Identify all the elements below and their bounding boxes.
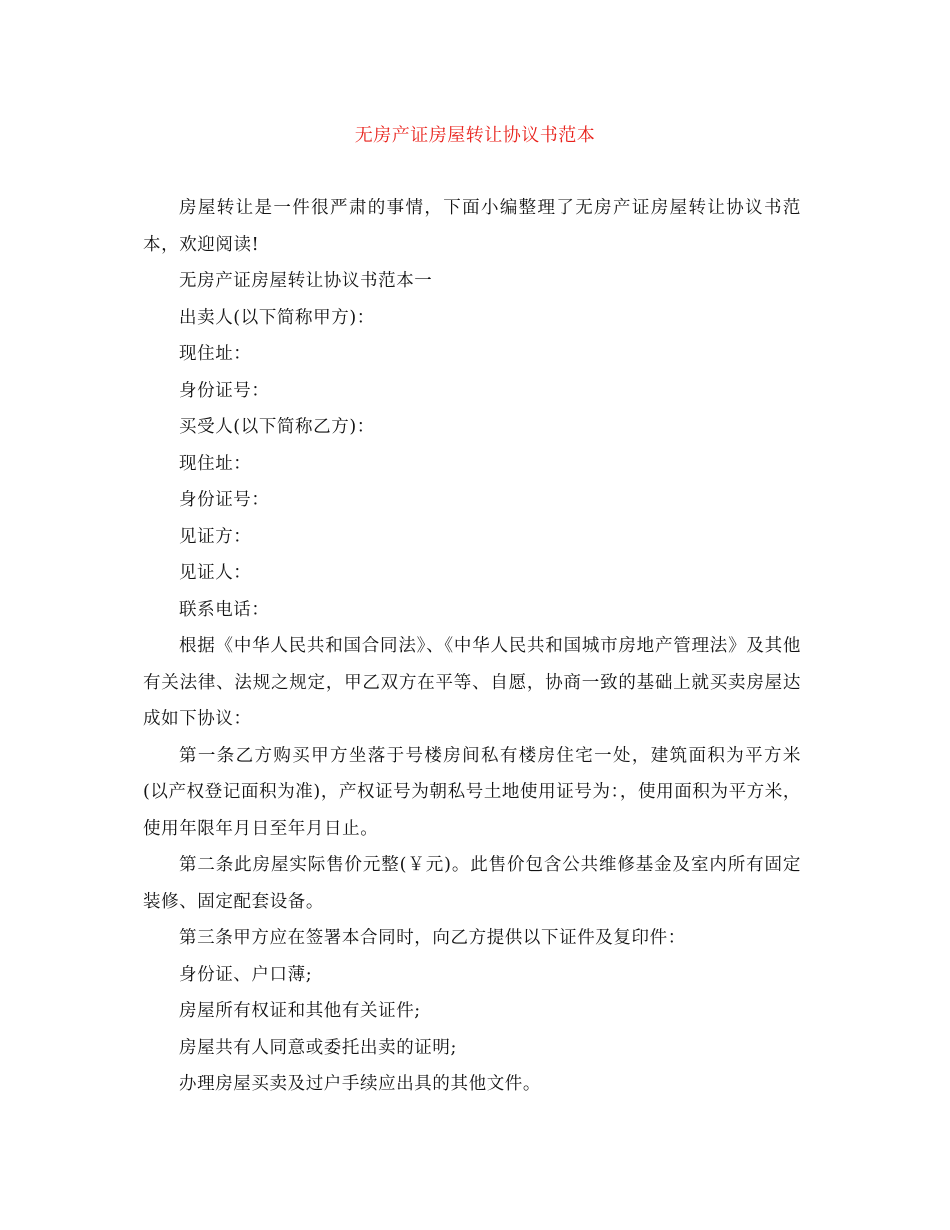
list-item: 房屋所有权证和其他有关证件; (179, 1001, 421, 1021)
seller-id-line: 身份证号： (179, 380, 270, 401)
document-title: 无房产证房屋转让协议书范本 (354, 125, 596, 146)
witness-person-line: 见证人： (179, 563, 252, 583)
article-3-paragraph: 第三条甲方应在签署本合同时，向乙方提供以下证件及复印件： (179, 928, 686, 948)
article-2-paragraph: 第二条此房屋实际售价元整(￥元)。此售价包含公共维修基金及室内所有固定装修、固定配套设备。 (143, 855, 801, 912)
seller-line: 出卖人(以下简称甲方)： (179, 307, 375, 328)
list-item: 办理房屋买卖及过户手续应出具的其他文件。 (179, 1074, 541, 1094)
article-1-paragraph: 第一条乙方购买甲方坐落于号楼房间私有楼房住宅一处，建筑面积为平方米(以产权登记面积为准)，产权证号为朝私号土地使用证号为：，使用面积为平方米，使用年限年月日至年月日止。 (143, 745, 801, 839)
legal-basis-paragraph: 根据《中华人民共和国合同法》、《中华人民共和国城市房地产管理法》及其他有关法律、法规之规定，甲乙双方在平等、自愿，协商一致的基础上就买卖房屋达成如下协议： (143, 636, 801, 729)
witness-party-line: 见证方： (179, 526, 252, 547)
buyer-id-line: 身份证号： (179, 490, 270, 510)
intro-paragraph: 房屋转让是一件很严肃的事情，下面小编整理了无房产证房屋转让协议书范本，欢迎阅读! (143, 198, 801, 255)
contact-phone-line: 联系电话： (179, 599, 270, 620)
seller-address-line: 现住址： (179, 344, 252, 364)
list-item: 房屋共有人同意或委托出卖的证明; (179, 1037, 457, 1058)
buyer-address-line: 现住址： (179, 453, 252, 474)
document-body (143, 190, 801, 1103)
section-heading: 无房产证房屋转让协议书范本一 (179, 271, 433, 291)
list-item: 身份证、户口薄; (179, 964, 313, 985)
buyer-line: 买受人(以下简称乙方)： (179, 417, 375, 437)
